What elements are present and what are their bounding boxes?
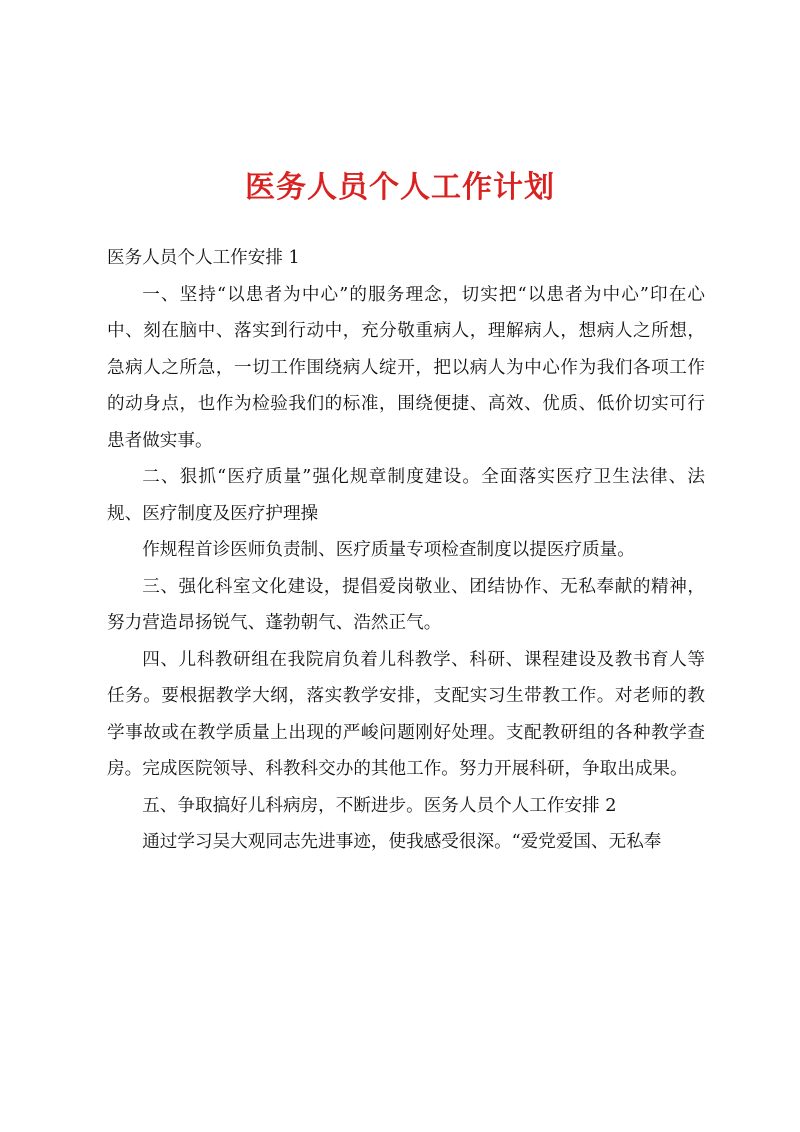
paragraph-2: 二、狠抓“医疗质量”强化规章制度建设。全面落实医疗卫生法律、法规、医疗制度及医疗护理操 (107, 467, 705, 524)
paragraph-4: 三、强化科室文化建设，提倡爱岗敬业、团结协作、无私奉献的精神，努力营造昂扬锐气、蓬勃朝气、浩然正气。 (107, 576, 705, 633)
paragraph-6: 五、争取搞好儿科病房，不断进步。医务人员个人工作安排 2 (142, 795, 617, 816)
paragraph-1: 一、坚持“以患者为中心”的服务理念，切实把“以患者为中心”印在心中、刻在脑中、落实到行动中，充分敬重病人，理解病人，想病人之所想，急病人之所急，一切工作围绕病人绽开，把以病人为中心作为我们各项工作的动身点，也作为检验我们的标准，围绕便捷、高效、优质、低价切实可行患者做实事。 (107, 284, 705, 451)
paragraph-7: 通过学习吴大观同志先进事迹，使我感受很深。“爱党爱国、无私奉 (142, 832, 662, 852)
document-title: 医务人员个人工作计划 (245, 170, 555, 205)
document-body (107, 240, 705, 861)
paragraph-5: 四、儿科教研组在我院肩负着儿科教学、科研、课程建设及教书育人等任务。要根据教学大纲，落实教学安排，支配实习生带教工作。对老师的教学事故或在教学质量上出现的严峻问题刚好处理。支配教研组的各种教学查房。完成医院领导、科教科交办的其他工作。努力开展科研，争取出成果。 (107, 649, 705, 779)
section-heading: 医务人员个人工作安排 1 (107, 248, 300, 268)
paragraph-3: 作规程首诊医师负责制、医疗质量专项检查制度以提医疗质量。 (142, 540, 635, 560)
